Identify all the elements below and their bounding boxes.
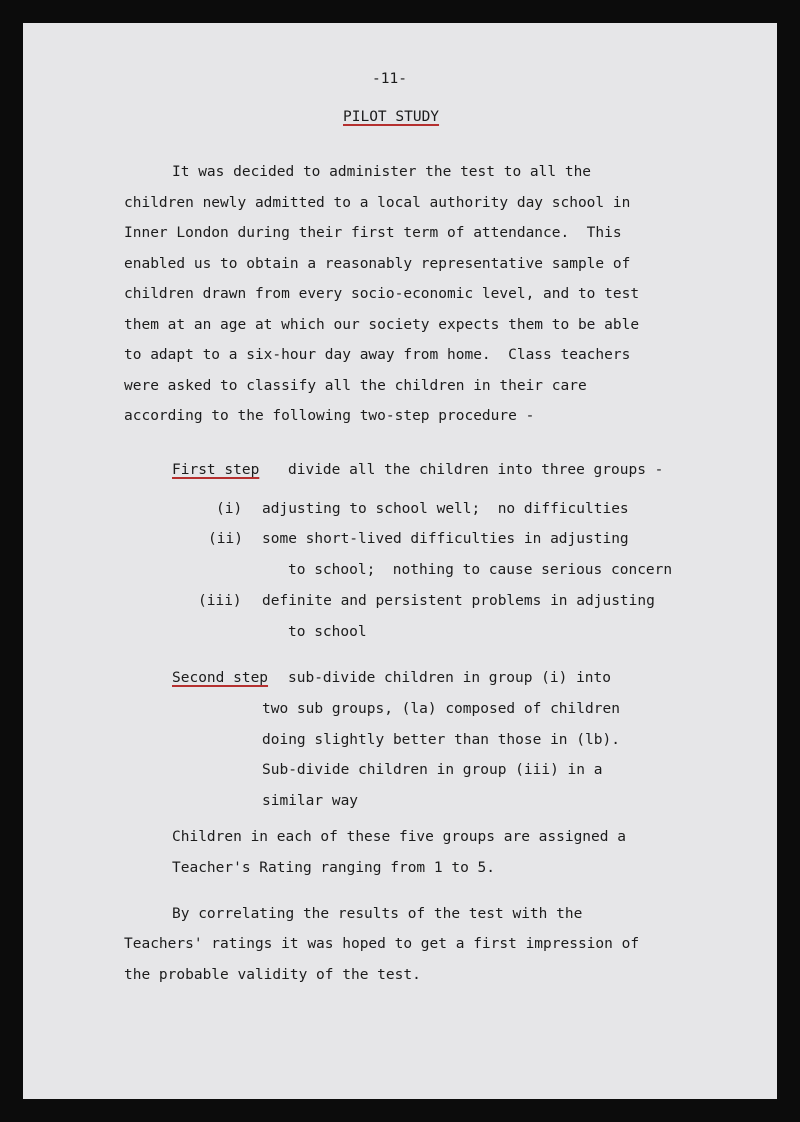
item-number: (ii) bbox=[208, 531, 243, 547]
item-line: adjusting to school well; no difficulties bbox=[262, 501, 629, 517]
second-step-line: doing slightly better than those in (lb). bbox=[262, 732, 620, 748]
item-line: definite and persistent problems in adjusting bbox=[262, 593, 655, 609]
second-step-line: sub-divide children in group (i) into bbox=[288, 670, 612, 686]
paragraph-line: Teacher's Rating ranging from 1 to 5. bbox=[172, 860, 496, 876]
item-number: (i) bbox=[216, 501, 243, 517]
page-title: PILOT STUDY bbox=[343, 109, 440, 125]
item-line: some short-lived difficulties in adjusting bbox=[262, 531, 629, 547]
second-step-line: two sub groups, (la) composed of children bbox=[262, 701, 620, 717]
second-step-line: Sub-divide children in group (iii) in a bbox=[262, 762, 603, 778]
paragraph-line: Teachers' ratings it was hoped to get a first impression of bbox=[124, 936, 640, 952]
first-step-text: divide all the children into three groups - bbox=[288, 462, 664, 478]
paragraph-line: enabled us to obtain a reasonably representative sample of bbox=[124, 256, 631, 272]
paragraph-line: the probable validity of the test. bbox=[124, 967, 421, 983]
paragraph-line: By correlating the results of the test with the bbox=[172, 906, 583, 922]
paragraph-line: them at an age at which our society expects them to be able bbox=[124, 317, 640, 333]
paragraph-line: Inner London during their first term of attendance. This bbox=[124, 225, 622, 241]
second-step-line: similar way bbox=[262, 793, 359, 809]
paragraph-line: to adapt to a six-hour day away from home. Class teachers bbox=[124, 347, 631, 363]
second-step-label: Second step bbox=[172, 670, 269, 686]
paragraph-line: according to the following two-step procedure - bbox=[124, 408, 535, 424]
paragraph-line: children newly admitted to a local authority day school in bbox=[124, 195, 631, 211]
first-step-label: First step bbox=[172, 462, 260, 478]
paragraph-line: children drawn from every socio-economic level, and to test bbox=[124, 286, 640, 302]
item-line: to school; nothing to cause serious concern bbox=[288, 562, 673, 578]
paragraph-line: It was decided to administer the test to all the bbox=[172, 164, 592, 180]
paragraph-line: Children in each of these five groups are assigned a bbox=[172, 829, 626, 845]
paragraph-line: were asked to classify all the children in their care bbox=[124, 378, 587, 394]
item-number: (iii) bbox=[198, 593, 242, 609]
page-number: -11- bbox=[372, 71, 407, 87]
item-line: to school bbox=[288, 624, 367, 640]
